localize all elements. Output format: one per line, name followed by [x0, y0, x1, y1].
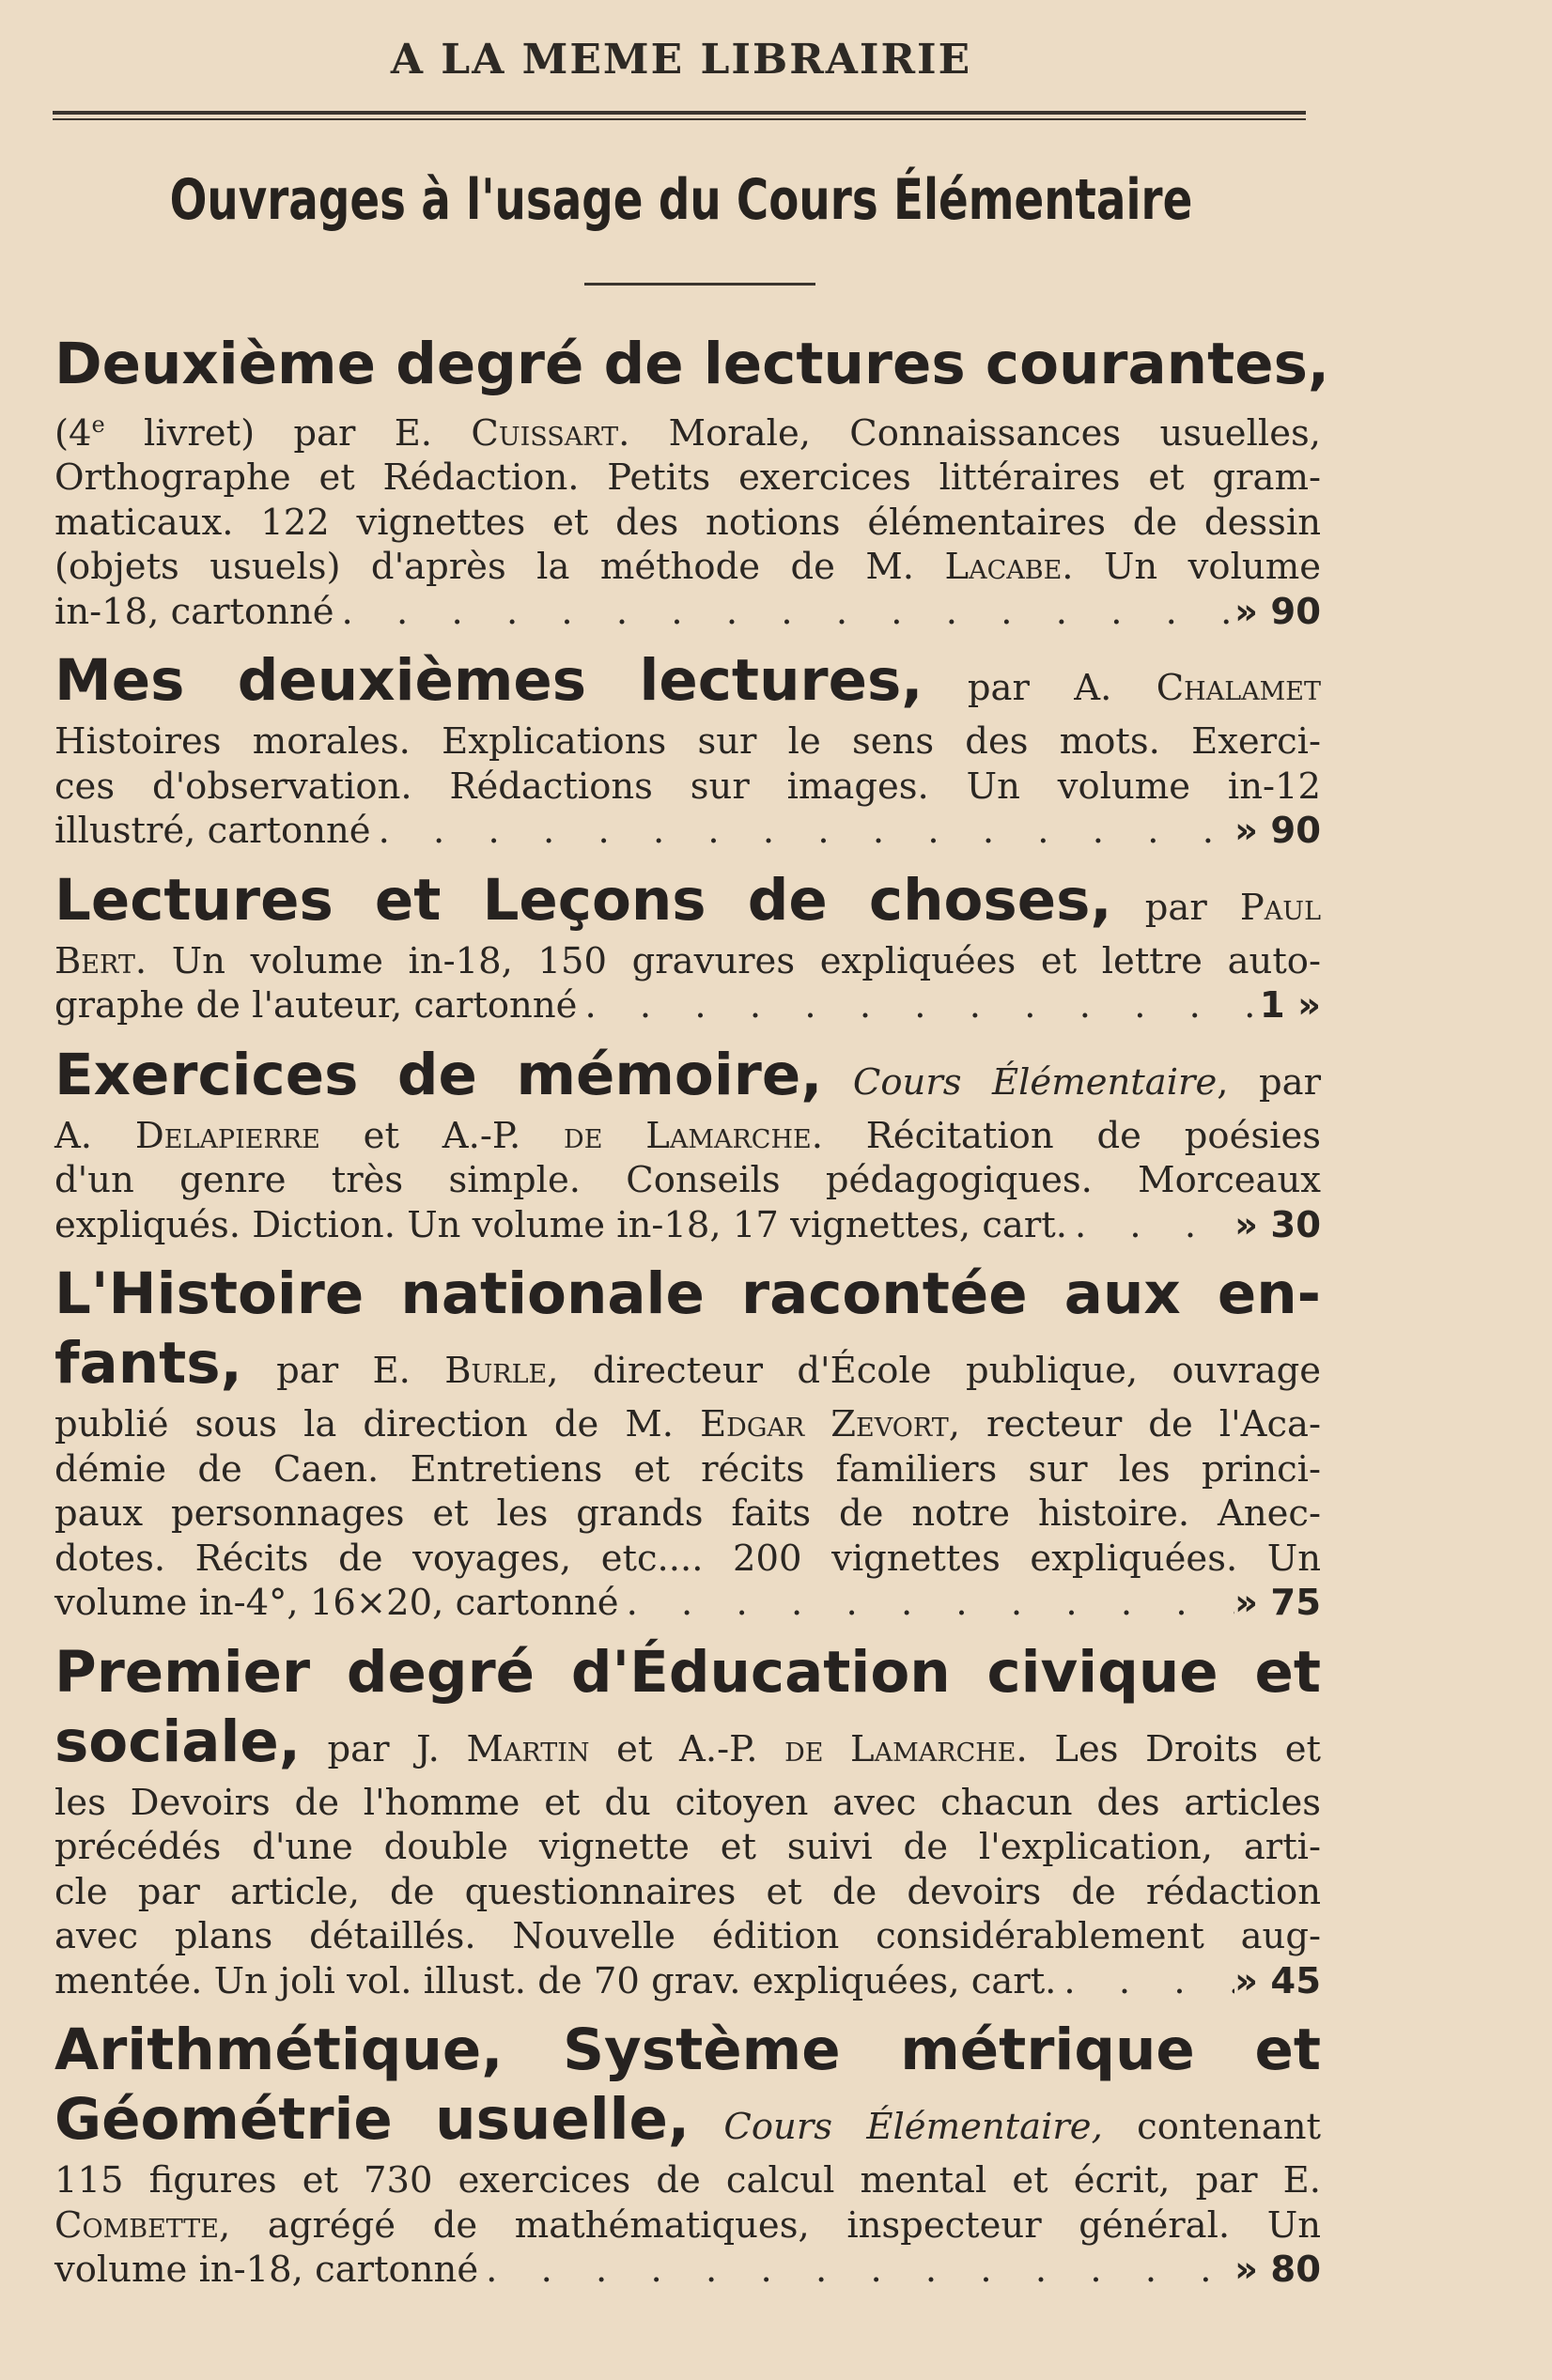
author-name: Lacabe: [944, 546, 1063, 589]
book-text: cle par article, de questionnaires et de devoirs de rédaction: [54, 1870, 1321, 1913]
book-text: par: [1144, 886, 1240, 929]
book-text: ces d'observation. Rédactions sur images. Un volume in-12: [54, 765, 1321, 808]
book-price: » 45: [1234, 1959, 1321, 2002]
book-text: par J.: [300, 1727, 467, 1770]
book-entry: [54, 1638, 1321, 2004]
book-text: , par: [1217, 1060, 1321, 1104]
book-text: in-18, cartonné: [54, 590, 334, 633]
book-text: , recteur de l'Aca-: [948, 1403, 1321, 1446]
course-level: Cours Élémentaire,: [723, 2106, 1103, 2149]
book-text: précédés d'une double vignette et suivi de l'explication, arti-: [54, 1826, 1321, 1869]
book-text: avec plans détaillés. Nouvelle édition considérablement aug-: [54, 1915, 1321, 1958]
author-name: Delapierre: [134, 1114, 320, 1157]
author-name: Chalamet: [1156, 667, 1321, 710]
book-text: mentée. Un joli vol. illust. de 70 grav. expliquées, cart.: [54, 1959, 1057, 2002]
dot-leader: [334, 590, 1235, 635]
book-text: , agrégé de mathématiques, inspecteur général. Un: [219, 2203, 1321, 2247]
author-name: de Lamarche: [784, 1727, 1017, 1770]
dot-leader: [371, 809, 1235, 854]
book-text: et A.-P.: [319, 1114, 565, 1157]
book-price: » 75: [1234, 1582, 1321, 1625]
book-list: [54, 331, 1330, 2309]
book-title: sociale,: [54, 1708, 301, 1775]
book-text: Orthographe et Rédaction. Petits exercices littéraires et gram-: [54, 456, 1321, 500]
book-text: démie de Caen. Entretiens et récits familiers sur les princi-: [54, 1447, 1321, 1491]
book-text: Histoires morales. Explications sur le sens des mots. Exerci-: [54, 720, 1321, 764]
book-entry: [54, 866, 1321, 1028]
book-text: par E.: [241, 1350, 445, 1393]
book-text: les Devoirs de l'homme et du citoyen avec chacun des articles: [54, 1781, 1321, 1824]
book-text: . Un volume in-18, 150 gravures expliquées et lettre auto-: [134, 939, 1321, 982]
book-text: (4: [54, 411, 92, 455]
section-title: Ouvrages à l'usage du Cours Élémentaire: [169, 167, 1193, 233]
book-title: Exercices de mémoire,: [54, 1041, 823, 1108]
book-entry: [54, 2019, 1321, 2293]
header-rule-thin: [53, 118, 1306, 120]
book-text: publié sous la direction de M.: [54, 1403, 701, 1446]
book-text: e: [91, 411, 105, 438]
section-divider: [584, 283, 815, 286]
author-name: Paul: [1239, 886, 1321, 929]
book-price: » 80: [1234, 2249, 1321, 2292]
book-entry: [54, 331, 1330, 634]
book-text: 115 figures et 730 exercices de calcul mental et écrit, par E.: [54, 2159, 1321, 2202]
book-title: Deuxième degré de lectures courantes,: [54, 331, 1330, 397]
author-name: Cuissart: [471, 411, 619, 455]
book-price: » 30: [1234, 1203, 1321, 1246]
book-price: » 90: [1234, 810, 1321, 853]
book-text: graphe de l'auteur, cartonné: [54, 984, 578, 1028]
book-text: dotes. Récits de voyages, etc.... 200 vignettes expliquées. Un: [54, 1537, 1321, 1580]
book-text: d'un genre très simple. Conseils pédagogiques. Morceaux: [54, 1159, 1321, 1202]
author-name: Burle: [444, 1350, 548, 1393]
book-title: fants,: [54, 1330, 242, 1398]
book-title: Premier degré d'Éducation civique et: [54, 1638, 1321, 1706]
book-text: (objets usuels) d'après la méthode de M.: [54, 546, 945, 589]
course-level: Cours Élémentaire: [852, 1060, 1218, 1104]
book-text: [690, 2106, 723, 2148]
book-entry: [54, 1260, 1322, 1626]
book-text: . Un volume: [1062, 546, 1321, 589]
bookseller-header: A LA MEME LIBRAIRIE: [390, 36, 972, 84]
book-text: maticaux. 122 vignettes et des notions élémentaires de dessin: [54, 501, 1321, 544]
header-rule: [53, 111, 1306, 115]
book-text: paux personnages et les grands faits de notre histoire. Anec-: [54, 1492, 1321, 1536]
book-text: volume in-4°, 16×20, cartonné: [54, 1582, 619, 1625]
book-text: et A.-P.: [589, 1727, 785, 1770]
book-text: , directeur d'École publique, ouvrage: [547, 1350, 1322, 1393]
book-text: livret) par E.: [104, 411, 472, 455]
dot-leader: [619, 1581, 1235, 1626]
book-title: L'Histoire nationale racontée aux en-: [54, 1260, 1321, 1328]
dot-leader: [1067, 1203, 1234, 1248]
book-text: contenant: [1102, 2106, 1321, 2149]
book-text: . Les Droits et: [1016, 1727, 1321, 1770]
book-text: volume in-18, cartonné: [54, 2249, 479, 2292]
dot-leader: [478, 2248, 1234, 2293]
book-entry: [54, 1041, 1321, 1248]
author-name: Bert: [54, 939, 135, 982]
book-title: Arithmétique, Système métrique et: [54, 2017, 1321, 2084]
book-text: par A.: [967, 667, 1156, 710]
author-name: Edgar Zevort: [700, 1403, 949, 1446]
book-text: expliqués. Diction. Un volume in-18, 17 vignettes, cart.: [54, 1203, 1067, 1246]
book-text: A.: [54, 1114, 135, 1157]
book-text: . Morale, Connaissances usuelles,: [618, 411, 1321, 455]
dot-leader: [577, 983, 1259, 1028]
book-title: Lectures et Leçons de choses,: [54, 866, 1112, 934]
dot-leader: [1056, 1959, 1234, 2004]
book-entry: [54, 647, 1321, 854]
book-price: 1 »: [1259, 984, 1321, 1028]
author-name: Martin: [466, 1727, 590, 1770]
book-text: illustré, cartonné: [54, 810, 371, 853]
book-price: » 90: [1234, 590, 1321, 633]
author-name: Combette: [54, 2203, 220, 2247]
author-name: de Lamarche: [564, 1114, 812, 1157]
book-title: Géométrie usuelle,: [54, 2086, 691, 2154]
book-title: Mes deuxièmes lectures,: [54, 647, 923, 715]
book-text: . Récitation de poésies: [811, 1114, 1321, 1157]
